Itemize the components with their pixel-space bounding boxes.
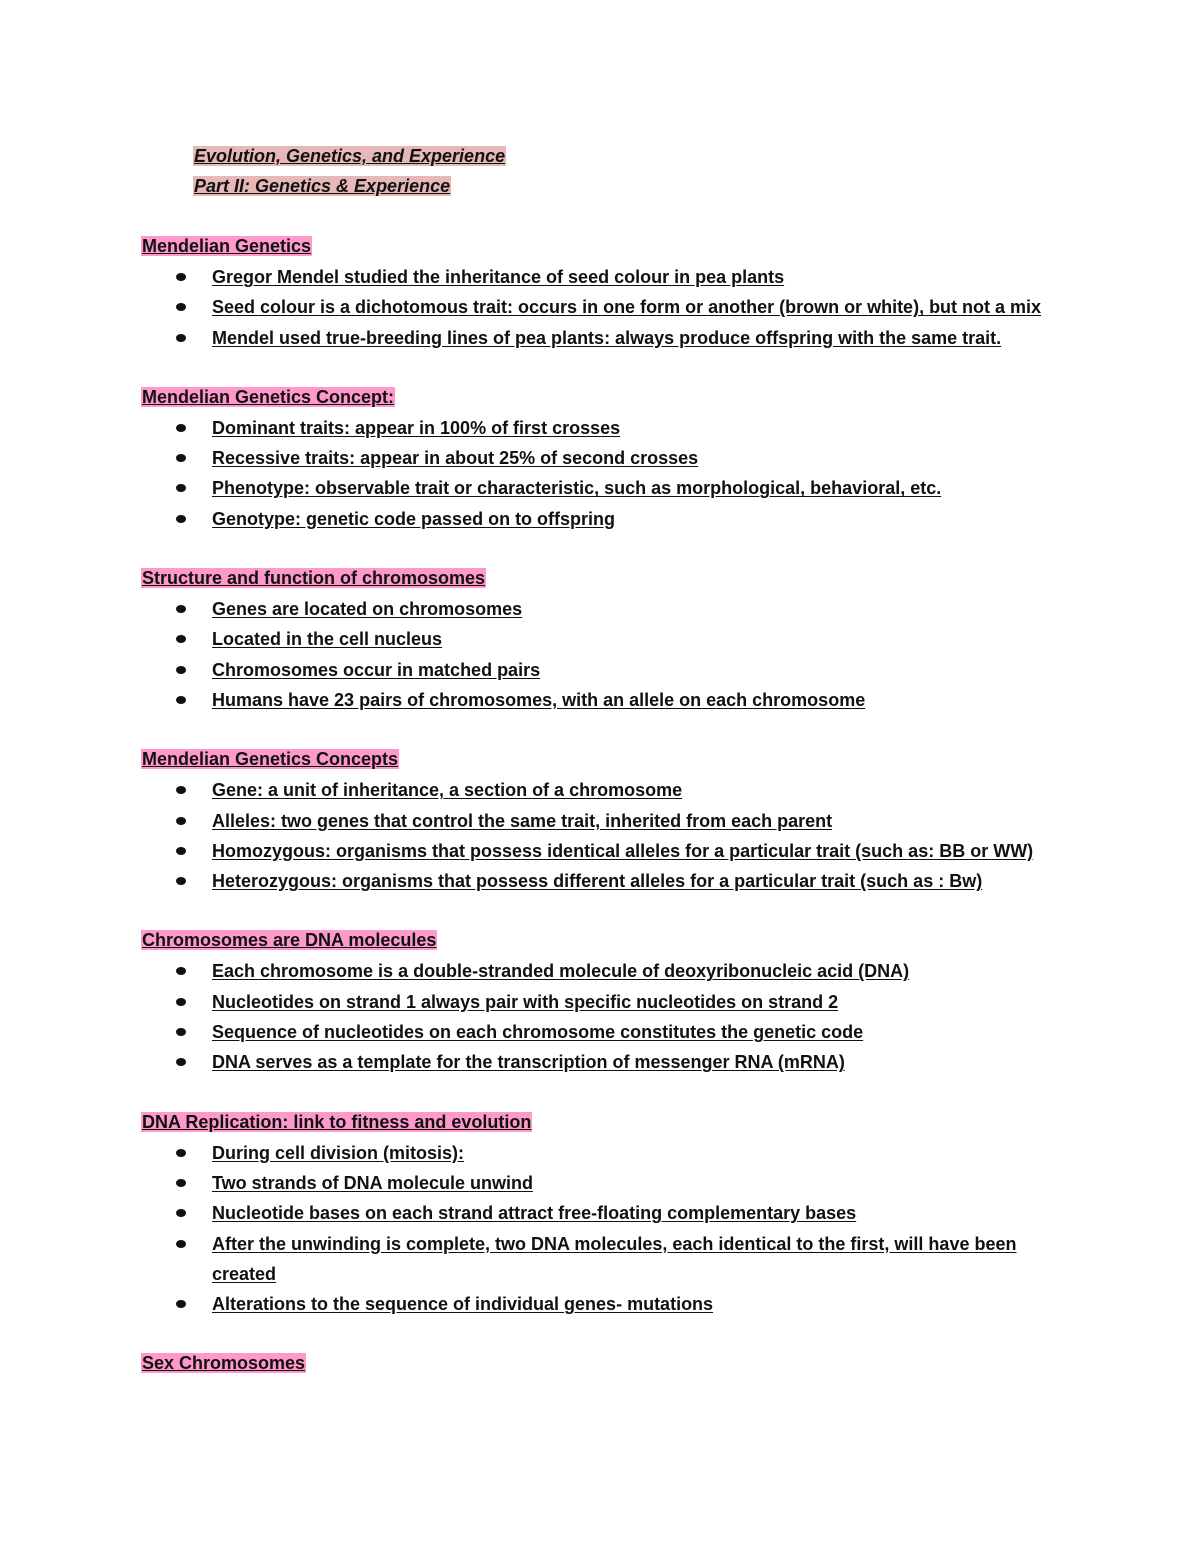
bullet-icon [176, 454, 186, 462]
list-item-text: Gregor Mendel studied the inheritance of seed colour in pea plants [212, 267, 785, 287]
section-heading: Mendelian Genetics [142, 236, 312, 256]
document-content [141, 232, 1081, 1409]
list-item [141, 987, 1081, 1017]
bullet-list [141, 775, 1081, 896]
section [141, 1349, 1081, 1379]
section-heading: Chromosomes are DNA molecules [142, 930, 437, 951]
bullet-icon [176, 1240, 186, 1248]
bullet-icon [176, 515, 186, 523]
section [141, 926, 1081, 1077]
section-heading: DNA Replication: link to fitness and evolution [142, 1111, 532, 1132]
list-item [141, 806, 1081, 836]
bullet-icon [176, 1028, 186, 1036]
list-item-text: Recessive traits: appear in about 25% of second crosses [212, 448, 699, 469]
document-title-block [193, 143, 506, 203]
bullet-icon [176, 1179, 186, 1187]
bullet-icon [176, 696, 186, 704]
bullet-icon [176, 635, 186, 643]
list-item-text: Chromosomes occur in matched pairs [212, 659, 541, 680]
bullet-list [141, 1138, 1081, 1320]
list-item [141, 473, 1081, 503]
list-item [141, 292, 1081, 322]
list-item [141, 594, 1081, 624]
section [141, 1108, 1081, 1320]
list-item [141, 504, 1081, 534]
bullet-icon [176, 334, 186, 342]
list-item [141, 1229, 1081, 1290]
list-item-text: Alterations to the sequence of individual genes- mutations [212, 1294, 714, 1315]
list-item-text: During cell division (mitosis): [212, 1142, 465, 1163]
bullet-icon [176, 303, 186, 311]
bullet-list [141, 413, 1081, 534]
list-item [141, 1198, 1081, 1228]
bullet-icon [176, 273, 186, 281]
bullet-icon [176, 1149, 186, 1157]
list-item-text: Seed colour is a dichotomous trait: occurs in one form or another (brown or white), but not a mix [212, 297, 1042, 318]
list-item [141, 956, 1081, 986]
list-item-text: Nucleotides on strand 1 always pair with specific nucleotides on strand 2 [212, 991, 839, 1012]
bullet-icon [176, 877, 186, 885]
list-item-text: Phenotype: observable trait or characteristic, such as morphological, behavioral, etc. [212, 478, 942, 499]
list-item [141, 1168, 1081, 1198]
list-item-text: Nucleotide bases on each strand attract free-floating complementary bases [212, 1203, 857, 1224]
list-item [141, 624, 1081, 654]
list-item-text: Sequence of nucleotides on each chromosome constitutes the genetic code [212, 1022, 864, 1043]
bullet-list [141, 956, 1081, 1077]
document-title: Evolution, Genetics, and Experience [194, 146, 506, 166]
bullet-icon [176, 1058, 186, 1066]
list-item [141, 1017, 1081, 1047]
bullet-icon [176, 484, 186, 492]
list-item [141, 655, 1081, 685]
list-item [141, 685, 1081, 715]
bullet-icon [176, 1300, 186, 1308]
bullet-icon [176, 1209, 186, 1217]
list-item [141, 1047, 1081, 1077]
list-item-text: Genotype: genetic code passed on to offspring [212, 508, 616, 529]
bullet-list [141, 594, 1081, 715]
list-item-text: Alleles: two genes that control the same trait, inherited from each parent [212, 810, 833, 831]
list-item-text: Two strands of DNA molecule unwind [212, 1172, 534, 1193]
list-item-text: Heterozygous: organisms that possess different alleles for a particular trait (such as : Bw) [212, 871, 983, 892]
list-item-text: Dominant traits: appear in 100% of first crosses [212, 417, 621, 438]
list-item-text: Humans have 23 pairs of chromosomes, with an allele on each chromosome [212, 689, 866, 710]
bullet-icon [176, 605, 186, 613]
list-item-text: Gene: a unit of inheritance, a section of a chromosome [212, 780, 683, 801]
section-heading: Mendelian Genetics Concepts [142, 749, 399, 770]
bullet-icon [176, 847, 186, 855]
list-item [141, 443, 1081, 473]
list-item-text: Located in the cell nucleus [212, 629, 443, 650]
list-item [141, 262, 1081, 292]
list-item [141, 836, 1081, 866]
list-item [141, 413, 1081, 443]
list-item [141, 866, 1081, 896]
section-heading: Sex Chromosomes [142, 1353, 306, 1374]
list-item-text: Genes are located on chromosomes [212, 599, 523, 620]
list-item-text: Homozygous: organisms that possess identical alleles for a particular trait (such as: BB or WW) [212, 840, 1034, 861]
section [141, 564, 1081, 715]
document-subtitle: Part II: Genetics & Experience [194, 176, 451, 196]
section-heading: Structure and function of chromosomes [142, 568, 486, 589]
section [141, 232, 1081, 353]
list-item-text: Mendel used true-breeding lines of pea plants: always produce offspring with the same trait. [212, 327, 1002, 348]
list-item [141, 775, 1081, 805]
bullet-icon [176, 817, 186, 825]
bullet-icon [176, 424, 186, 432]
list-item [141, 323, 1081, 353]
bullet-icon [176, 998, 186, 1006]
bullet-icon [176, 786, 186, 794]
list-item-text: After the unwinding is complete, two DNA molecules, each identical to the first, will have been created [212, 1233, 1017, 1284]
list-item [141, 1138, 1081, 1168]
list-item-text: Each chromosome is a double-stranded molecule of deoxyribonucleic acid (DNA) [212, 961, 910, 982]
section [141, 745, 1081, 896]
bullet-icon [176, 967, 186, 975]
bullet-icon [176, 666, 186, 674]
bullet-list [141, 262, 1081, 353]
list-item [141, 1289, 1081, 1319]
section-heading: Mendelian Genetics Concept: [142, 386, 395, 407]
section [141, 383, 1081, 534]
list-item-text: DNA serves as a template for the transcription of messenger RNA (mRNA) [212, 1052, 845, 1073]
